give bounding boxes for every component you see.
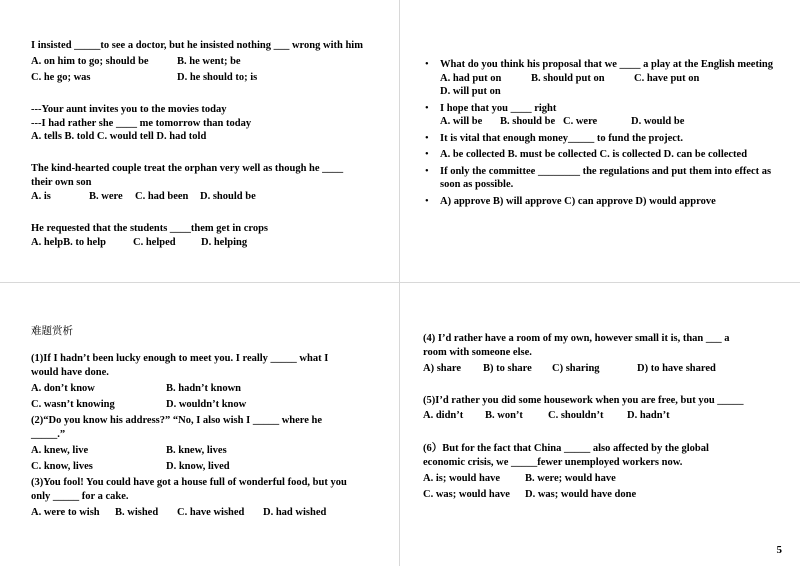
s3-q2-option-b: B. knew, lives: [166, 445, 227, 456]
s3-q2-option-d: D. know, lived: [166, 461, 230, 472]
s3-q3-option-a: A. were to wish: [31, 507, 100, 518]
s1-q4-option-d: D. helping: [201, 237, 248, 248]
s4-q5-options: [423, 409, 670, 422]
s1-q3-option-d: D. should be: [200, 191, 256, 202]
s3-q1-option-d: D. wouldn’t know: [166, 399, 247, 410]
s4-q6-line2: economic crisis, we _____fewer unemployed workers now.: [423, 457, 683, 468]
s3-q2-options-cd: [31, 460, 230, 473]
s1-q1-option-c: C. he go; was: [31, 72, 91, 83]
s1-q2-options: A. tells B. told C. would tell D. had told: [31, 131, 207, 142]
s3-q1-line1: (1)If I hadn’t been lucky enough to meet you. I really _____ what I: [31, 353, 329, 364]
s4-q4-option-b: B) to share: [483, 363, 532, 374]
s3-q1-options-cd: [31, 398, 246, 411]
s4-q6-line1: (6）But for the fact that China _____ also affected by the global: [423, 443, 709, 454]
s3-q3-options: [31, 506, 326, 519]
s4-q6-options-cd: [423, 488, 636, 501]
s4-q5-stem: (5)I’d rather you did some housework when you are free, but you _____: [423, 395, 744, 406]
s2-q1-options: [440, 72, 780, 99]
s1-q1-option-b: B. he went; be: [177, 56, 241, 67]
s1-q2-line1: ---Your aunt invites you to the movies today: [31, 104, 227, 115]
s2-q2-option-b: B. should be: [500, 116, 556, 127]
s3-q1-option-c: C. wasn’t knowing: [31, 399, 115, 410]
s1-q1-option-a: A. on him to go; should be: [31, 56, 149, 67]
s2-q3-stem: • It is vital that enough money_____ to fund the project.: [438, 132, 780, 146]
s3-q2-option-c: C. know, lives: [31, 461, 93, 472]
s1-q4-option-c: C. helped: [133, 237, 176, 248]
s2-q1-stem: • What do you think his proposal that we ____ a play at the English meeting: [440, 59, 773, 70]
s4-q6-option-c: C. was; would have: [423, 489, 510, 500]
s1-q3-line2: their own son: [31, 177, 92, 188]
s4-q5-option-c: C. shouldn’t: [548, 410, 604, 421]
s3-q3-line2: only _____ for a cake.: [31, 491, 129, 502]
s1-q3-option-a: A. is: [31, 191, 51, 202]
s3-q1-option-b: B. hadn’t known: [166, 383, 241, 394]
s3-q2-options-ab: [31, 444, 227, 457]
s1-q4-stem: He requested that the students ____them get in crops: [31, 223, 269, 234]
s4-q4-options: [423, 362, 716, 375]
s3-q2-option-a: A. knew, live: [31, 445, 89, 456]
s2-q2-option-a: A. will be: [440, 116, 483, 127]
s2-q2: [438, 102, 780, 129]
s1-q3-line1: The kind-hearted couple treat the orphan very well as though he ____: [31, 163, 344, 174]
s4-q5-option-d: D. hadn’t: [627, 410, 670, 421]
s4-q4-option-a: A) share: [423, 363, 462, 374]
s4-q6-options-ab: [423, 472, 616, 485]
s2-q1-option-c: C. have put on: [634, 72, 700, 84]
s1-q1-stem: I insisted _____to see a doctor, but he insisted nothing ___ wrong with him: [31, 40, 363, 51]
s3-q1-options-ab: [31, 382, 241, 395]
s2-q4-options: • A) approve B) will approve C) can approve D) would approve: [438, 195, 780, 209]
s4-q4-option-c: C) sharing: [552, 363, 600, 374]
s3-q2-line1: (2)“Do you know his address?” “No, I also wish I _____ where he: [31, 415, 323, 426]
s3-q3-option-c: C. have wished: [177, 507, 245, 518]
slide-bottom-left: [0, 283, 400, 566]
s1-q3-option-b: B. were: [89, 191, 123, 202]
s2-q2-stem: • I hope that you ____ right: [440, 102, 557, 114]
s4-q6-option-a: A. is; would have: [423, 473, 501, 484]
s3-q3-line1: (3)You fool! You could have got a house full of wonderful food, but you: [31, 477, 347, 488]
s3-q1-line2: would have done.: [31, 367, 109, 378]
s1-q2-line2: ---I had rather she ____ me tomorrow than today: [31, 118, 252, 129]
s4-q6-option-b: B. were; would have: [525, 473, 616, 484]
s3-q2-line2: _____.”: [31, 429, 66, 440]
s2-q3-options: • A. be collected B. must be collected C. is collected D. can be collected: [438, 148, 780, 162]
s3-q3-option-b: B. wished: [115, 507, 159, 518]
s1-q3-options: [31, 190, 256, 203]
s4-q4-line2: room with someone else.: [423, 347, 532, 358]
s4-q5-option-a: A. didn’t: [423, 410, 464, 421]
s2-q1: [438, 58, 780, 99]
s2-q2-option-d: D. would be: [631, 116, 685, 127]
s4-q4-option-d: D) to have shared: [637, 363, 716, 374]
slide-top-left: [0, 0, 400, 283]
s1-q1-options-ab: [31, 55, 241, 68]
slide-top-right: [400, 0, 800, 283]
s1-q3-option-c: C. had been: [135, 191, 189, 202]
s1-q1-options-cd: [31, 71, 257, 84]
s1-q4-options: [31, 236, 247, 249]
s2-q2-option-c: C. were: [563, 116, 598, 127]
s3-q1-option-a: A. don’t know: [31, 383, 95, 394]
s2-q1-option-d: D. will put on: [440, 86, 501, 97]
s2-q1-option-a: A. had put on: [440, 72, 502, 84]
s1-q1-option-d: D. he should to; is: [177, 72, 258, 83]
s4-q5-option-b: B. won’t: [485, 410, 523, 421]
s1-q4-option-ab: A. helpB. to help: [31, 237, 106, 248]
s2-q4-stem: • If only the committee ________ the regulations and put them into effect as soon as possible.: [438, 165, 780, 192]
s2-question-list: [438, 58, 780, 211]
s2-q2-options: [440, 115, 780, 129]
s3-q3-option-d: D. had wished: [263, 507, 327, 518]
s4-q4-line1: (4) I’d rather have a room of my own, however small it is, than ___ a: [423, 333, 730, 344]
page-number: 5: [776, 544, 782, 556]
s2-q1-option-b: B. should put on: [531, 72, 605, 84]
s3-heading: 难题赏析: [31, 325, 73, 337]
s4-q6-option-d: D. was; would have done: [525, 489, 637, 500]
slide-bottom-right: [400, 283, 800, 566]
